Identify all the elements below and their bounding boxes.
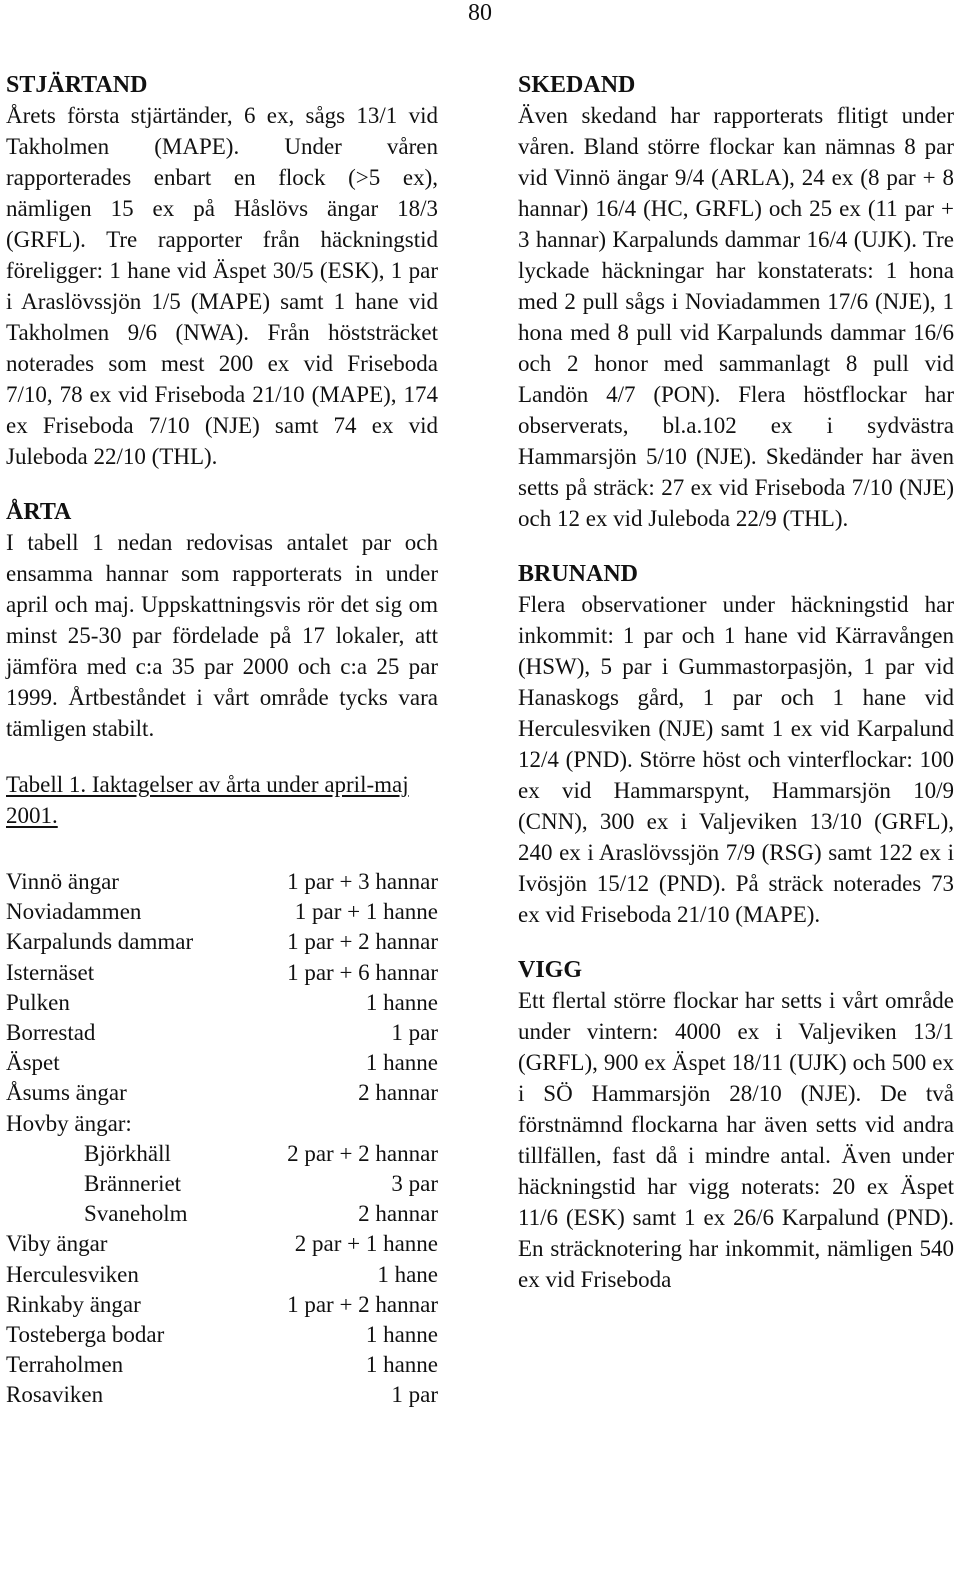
table-row [6, 867, 438, 897]
count-cell: 1 hane [377, 1261, 438, 1287]
location-cell: Karpalunds dammar [6, 929, 194, 955]
table-caption: Tabell 1. Iaktagelser av årta under april-maj 2001. [6, 772, 409, 828]
count-cell: 2 par + 2 hannar [287, 1140, 438, 1166]
table-row [6, 1199, 438, 1229]
location-cell: Isternäset [6, 959, 95, 985]
count-cell: 1 par + 6 hannar [287, 959, 438, 985]
left-column [6, 70, 438, 1411]
section-arta [6, 497, 438, 744]
location-cell: Terraholmen [6, 1352, 124, 1378]
table-row [6, 1078, 438, 1108]
section-vigg [518, 955, 954, 1295]
table-row [6, 1260, 438, 1290]
table-row [6, 1320, 438, 1350]
count-cell: 1 par + 3 hannar [287, 869, 438, 894]
table-row [6, 1290, 438, 1320]
count-cell: 1 par [391, 1382, 438, 1408]
table-row [6, 927, 438, 957]
location-cell: Svaneholm [84, 1201, 188, 1227]
count-cell: 2 hannar [358, 1201, 438, 1227]
location-cell: Björkhäll [84, 1140, 171, 1166]
location-cell: Rosaviken [6, 1382, 104, 1408]
table-row [6, 1109, 438, 1139]
table-row [6, 1048, 438, 1078]
count-cell: 1 hanne [365, 1050, 438, 1076]
table-row [6, 897, 438, 927]
section-body: Flera observationer under häckningstid har inkommit: 1 par och 1 hane vid Kärravången (HSW), 5 par i Gummastorpasjön, 1 par vid Hanaskogs gård, 1 par och 1 hane vid Herculesviken (NJE) samt 1 ex vid Karpalund 12/4 (PND). Större höst och vinterflockar: 100 ex vid Hammarspynt, Hammarsjön 10/9 (CNN), 300 ex i Valjeviken 13/10 (GRFL), 240 ex i Araslövssjön 7/9 (RSG) samt 122 ex i Ivösjön 15/12 (PND). På sträck noterades 73 ex vid Friseboda 21/10 (MAPE). [518, 592, 954, 927]
section-heading: ÅRTA [6, 499, 72, 525]
count-cell: 1 par [391, 1020, 438, 1046]
location-cell: Bränneriet [84, 1171, 182, 1197]
table-row [6, 1139, 438, 1169]
table-row [6, 1350, 438, 1380]
location-cell: Hovby ängar: [6, 1110, 132, 1136]
location-cell: Åsums ängar [6, 1080, 127, 1106]
count-cell: 2 hannar [358, 1080, 438, 1106]
count-cell: 1 par + 2 hannar [287, 929, 438, 955]
count-cell: 1 hanne [365, 989, 438, 1015]
location-cell: Viby ängar [6, 1231, 108, 1257]
location-cell: Tosteberga bodar [6, 1322, 165, 1348]
count-cell: 1 par + 2 hannar [287, 1291, 438, 1317]
location-cell: Noviadammen [6, 899, 142, 925]
count-cell: 2 par + 1 hanne [294, 1231, 438, 1257]
section-heading: STJÄRTAND [6, 72, 148, 98]
location-cell: Äspet [6, 1050, 60, 1076]
location-cell: Vinnö ängar [6, 869, 119, 894]
table-row [6, 1169, 438, 1199]
page-number: 80 [468, 0, 492, 26]
count-cell: 1 hanne [365, 1322, 438, 1348]
section-heading: SKEDAND [518, 72, 636, 98]
section-body: I tabell 1 nedan redovisas antalet par och ensamma hannar som rapporterats in under april och maj. Uppskattningsvis rör det sig om minst 25-30 par fördelade på 17 lokaler, att jämföra med c:a 35 par 2000 och c:a 25 par 1999. Årtbeståndet i vårt område tycks vara tämligen stabilt. [6, 530, 438, 741]
table-row [6, 1380, 438, 1410]
observation-table [6, 867, 438, 1411]
section-skedand [518, 70, 954, 534]
count-cell: 1 hanne [365, 1352, 438, 1378]
table-row [6, 958, 438, 988]
right-column [518, 70, 954, 1295]
count-cell: 1 par + 1 hanne [294, 899, 438, 925]
count-cell: 3 par [391, 1171, 438, 1197]
section-body: Årets första stjärtänder, 6 ex, sågs 13/1 vid Takholmen (MAPE). Under våren rapporterades enbart en flock (>5 ex), nämligen 15 ex på Håslövs ängar 18/3 (GRFL). Tre rapporter från häckningstid föreligger: 1 hane vid Äspet 30/5 (ESK), 1 par i Araslövssjön 1/5 (MAPE) samt 1 hane vid Takholmen 9/6 (NWA). Från höststräcket noterades som mest 200 ex vid Friseboda 7/10, 78 ex vid Friseboda 21/10 (MAPE), 174 ex Friseboda 7/10 (NJE) samt 74 ex vid Juleboda 22/10 (THL). [6, 103, 438, 469]
table-row [6, 1018, 438, 1048]
section-body: Ett flertal större flockar har setts i vårt område under vintern: 4000 ex i Valjeviken 13/1 (GRFL), 900 ex Äspet 18/11 (UJK) och 500 ex i SÖ Hammarsjön 28/10 (NJE). De två förstnämnd flockarna har även setts vid andra tillfällen, fast då i mindre antal. Även under häckningstid har vigg noterats: 20 ex Äspet 11/6 (ESK) samt 1 ex 26/6 Karpalund (PND). En sträcknotering har inkommit, nämligen 540 ex vid Friseboda [518, 988, 954, 1292]
location-cell: Borrestad [6, 1020, 96, 1046]
section-heading: BRUNAND [518, 561, 638, 587]
location-cell: Herculesviken [6, 1261, 139, 1287]
section-body: Även skedand har rapporterats flitigt under våren. Bland större flockar kan nämnas 8 par vid Vinnö ängar 9/4 (ARLA), 24 ex (8 par + 8 hannar) 16/4 (HC, GRFL) och 25 ex (11 par + 3 hannar) Karpalunds dammar 16/4 (UJK). Tre lyckade häckningar har konstaterats: 1 hona med 2 pull sågs i Noviadammen 17/6 (NJE), 1 hona med 8 pull vid Karpalunds dammar 16/6 och 2 honor med sammanlagt 8 pull vid Landön 4/7 (PON). Flera höstflockar har observerats, bl.a.102 ex i sydvästra Hammarsjön 5/10 (NJE). Skedänder har även setts på sträck: 27 ex vid Friseboda 7/10 (NJE) och 12 ex vid Juleboda 22/9 (THL). [518, 103, 954, 531]
section-heading: VIGG [518, 957, 583, 983]
table-row [6, 988, 438, 1018]
section-brunand [518, 559, 954, 930]
location-cell: Pulken [6, 989, 70, 1015]
section-stjartand [6, 70, 438, 472]
location-cell: Rinkaby ängar [6, 1291, 141, 1317]
table-row [6, 1229, 438, 1259]
